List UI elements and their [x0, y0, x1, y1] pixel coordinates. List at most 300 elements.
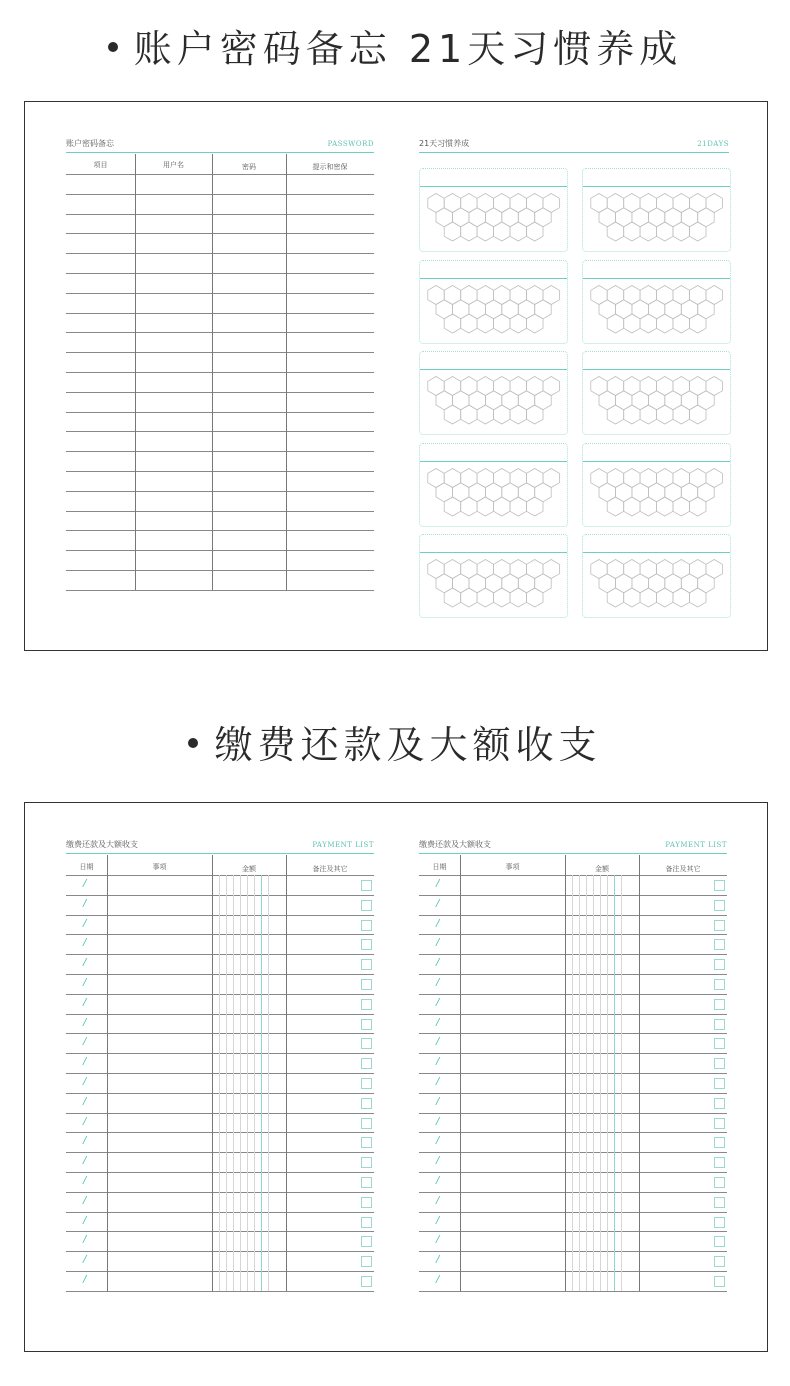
habit-day-hexagon[interactable] [535, 482, 552, 501]
hexagon-grid [420, 169, 567, 251]
checkbox[interactable] [714, 1118, 725, 1129]
table-rule [66, 1152, 374, 1153]
habit-day-hexagon[interactable] [657, 588, 673, 607]
date-slash: / [436, 1036, 440, 1048]
habit-day-hexagon[interactable] [444, 497, 461, 516]
table-rule [66, 1053, 374, 1054]
checkbox[interactable] [714, 920, 725, 931]
habit-day-hexagon[interactable] [453, 208, 469, 227]
column-divider [212, 154, 213, 590]
password-page [66, 138, 374, 613]
habit-day-hexagon[interactable] [453, 299, 469, 318]
checkbox[interactable] [714, 900, 725, 911]
date-slash: / [83, 1155, 87, 1167]
habit-day-hexagon[interactable] [518, 208, 534, 227]
checkbox[interactable] [714, 1157, 725, 1168]
checkbox[interactable] [714, 1197, 725, 1208]
habit-day-hexagon[interactable] [673, 588, 690, 607]
habit-day-hexagon[interactable] [673, 314, 690, 333]
table-rule [66, 875, 374, 876]
table-rule [419, 994, 727, 995]
date-slash: / [83, 1095, 87, 1107]
habit-day-hexagon[interactable] [698, 299, 715, 318]
habit-day-hexagon[interactable] [665, 482, 682, 501]
habit-day-hexagon[interactable] [673, 222, 690, 241]
column-header-amount: 金额 [242, 865, 256, 873]
date-slash: / [436, 977, 440, 988]
table-rule [419, 915, 727, 916]
checkbox[interactable] [714, 1078, 725, 1089]
habit-day-hexagon[interactable] [632, 208, 649, 227]
table-rule [419, 1172, 727, 1173]
checkbox[interactable] [714, 1236, 725, 1247]
table-rule [66, 332, 374, 333]
habit-day-hexagon[interactable] [510, 222, 527, 241]
habit-day-hexagon[interactable] [616, 482, 632, 501]
habit-day-hexagon[interactable] [657, 222, 673, 241]
date-slash: / [436, 1175, 440, 1186]
habit-day-hexagon[interactable] [527, 588, 544, 607]
date-slash: / [436, 878, 440, 889]
checkbox[interactable] [714, 1177, 725, 1188]
habit-day-hexagon[interactable] [681, 574, 697, 593]
table-rule [66, 194, 374, 195]
habit-day-hexagon[interactable] [535, 299, 552, 318]
column-divider [107, 855, 108, 1291]
habit-day-hexagon[interactable] [632, 574, 649, 593]
habit-day-hexagon[interactable] [436, 391, 453, 410]
habit-day-hexagon[interactable] [527, 497, 544, 516]
amount-digit-divider [607, 875, 608, 1291]
habit-card [582, 534, 731, 618]
date-slash: / [83, 996, 87, 1008]
habit-day-hexagon[interactable] [681, 482, 697, 501]
table-rule [66, 994, 374, 995]
checkbox[interactable] [714, 1137, 725, 1148]
habit-day-hexagon[interactable] [698, 574, 715, 593]
habit-day-hexagon[interactable] [502, 574, 519, 593]
habit-day-hexagon[interactable] [444, 314, 461, 333]
date-slash: / [83, 917, 87, 929]
habit-day-hexagon[interactable] [640, 588, 657, 607]
habit-day-hexagon[interactable] [648, 482, 664, 501]
table-rule [66, 392, 374, 393]
habit-day-hexagon[interactable] [673, 405, 690, 424]
table-rule [66, 954, 374, 955]
habit-day-hexagon[interactable] [632, 299, 649, 318]
date-slash: / [436, 917, 440, 929]
payment-page-title: 缴费还款及大额收支 [66, 840, 138, 849]
date-slash: / [83, 1234, 87, 1246]
habit-day-hexagon[interactable] [681, 208, 697, 227]
habit-day-hexagon[interactable] [518, 391, 534, 410]
checkbox[interactable] [714, 1276, 725, 1287]
checkbox[interactable] [361, 900, 372, 911]
section-title-text: 账户密码备忘 21天习惯养成 [133, 27, 683, 71]
habit-day-hexagon[interactable] [494, 222, 510, 241]
habit-day-hexagon[interactable] [527, 222, 544, 241]
column-header-notes: 备注及其它 [665, 865, 701, 873]
date-slash: / [436, 937, 440, 949]
checkbox[interactable] [714, 1019, 725, 1030]
password-page-header [66, 138, 374, 153]
column-header-hint: 提示和密保 [312, 163, 348, 171]
habit-card [582, 351, 731, 435]
habit-day-hexagon[interactable] [477, 497, 494, 516]
habit-day-hexagon[interactable] [469, 574, 486, 593]
hexagon-grid [583, 535, 730, 617]
table-rule [419, 895, 727, 896]
habit-day-hexagon[interactable] [469, 299, 486, 318]
hexagon-grid [420, 535, 567, 617]
checkbox[interactable] [361, 1058, 372, 1069]
column-header-matter: 事项 [152, 863, 167, 871]
habit-day-hexagon[interactable] [510, 497, 527, 516]
table-rule [66, 253, 374, 254]
bullet-dot-icon [108, 42, 118, 52]
habit-day-hexagon[interactable] [453, 482, 469, 501]
table-rule [419, 1132, 727, 1133]
table-rule [419, 1053, 727, 1054]
habit-day-hexagon[interactable] [648, 574, 664, 593]
table-rule [66, 372, 374, 373]
date-slash: / [83, 957, 87, 969]
habit-day-hexagon[interactable] [461, 314, 477, 333]
habit-day-hexagon[interactable] [616, 208, 632, 227]
habit-card [582, 443, 731, 527]
habit-day-hexagon[interactable] [665, 574, 682, 593]
amount-digit-divider [268, 875, 269, 1291]
habit-day-hexagon[interactable] [477, 405, 494, 424]
checkbox[interactable] [361, 979, 372, 990]
amount-digit-divider [572, 875, 573, 1291]
table-rule [419, 954, 727, 955]
habit-page-title: 21天习惯养成 [419, 139, 470, 148]
habit-day-hexagon[interactable] [616, 574, 632, 593]
habit-day-hexagon[interactable] [624, 497, 640, 516]
column-divider [286, 855, 287, 1291]
table-rule [66, 895, 374, 896]
habit-day-hexagon[interactable] [690, 588, 707, 607]
habit-day-hexagon[interactable] [665, 208, 682, 227]
checkbox[interactable] [361, 1137, 372, 1148]
habit-day-hexagon[interactable] [461, 405, 477, 424]
habit-day-hexagon[interactable] [698, 482, 715, 501]
amount-digit-divider [621, 875, 622, 1291]
date-slash: / [436, 1095, 440, 1107]
habit-day-hexagon[interactable] [510, 588, 527, 607]
habit-day-hexagon[interactable] [436, 482, 453, 501]
table-rule [419, 1212, 727, 1213]
checkbox[interactable] [361, 1236, 372, 1247]
checkbox[interactable] [714, 979, 725, 990]
habit-day-hexagon[interactable] [453, 574, 469, 593]
habit-day-hexagon[interactable] [477, 588, 494, 607]
checkbox[interactable] [361, 1118, 372, 1129]
table-rule [66, 1271, 374, 1272]
habit-day-hexagon[interactable] [673, 497, 690, 516]
table-rule [66, 293, 374, 294]
table-rule [66, 1172, 374, 1173]
habit-day-hexagon[interactable] [527, 405, 544, 424]
column-header-date: 日期 [79, 863, 94, 871]
hexagon-grid [420, 444, 567, 526]
amount-digit-divider [579, 875, 580, 1291]
habit-day-hexagon[interactable] [436, 574, 453, 593]
habit-day-hexagon[interactable] [640, 314, 657, 333]
checkbox[interactable] [361, 1197, 372, 1208]
checkbox[interactable] [714, 1217, 725, 1228]
habit-day-hexagon[interactable] [681, 299, 697, 318]
habit-day-hexagon[interactable] [616, 299, 632, 318]
column-divider [286, 154, 287, 590]
checkbox[interactable] [714, 1256, 725, 1267]
section-title-password-habit [0, 18, 790, 73]
checkbox[interactable] [361, 920, 372, 931]
habit-day-hexagon[interactable] [624, 405, 640, 424]
section-title-text: 缴费还款及大额收支 [214, 723, 602, 767]
habit-day-hexagon[interactable] [607, 405, 624, 424]
payment-page-title-en: PAYMENT LIST [312, 841, 374, 849]
habit-day-hexagon[interactable] [485, 299, 501, 318]
table-rule [66, 530, 374, 531]
habit-day-hexagon[interactable] [494, 588, 510, 607]
habit-day-hexagon[interactable] [690, 405, 707, 424]
table-rule [419, 1251, 727, 1252]
habit-day-hexagon[interactable] [624, 222, 640, 241]
amount-digit-divider [586, 875, 587, 1291]
habit-day-hexagon[interactable] [632, 391, 649, 410]
date-slash: / [83, 937, 87, 949]
habit-day-hexagon[interactable] [599, 482, 616, 501]
amount-digit-divider [240, 875, 241, 1291]
hexagon-grid [420, 352, 567, 434]
table-rule [66, 570, 374, 571]
habit-day-hexagon[interactable] [690, 497, 707, 516]
habit-day-hexagon[interactable] [469, 482, 486, 501]
date-slash: / [83, 1056, 87, 1068]
table-rule [66, 1113, 374, 1114]
habit-day-hexagon[interactable] [640, 497, 657, 516]
table-rule [66, 1014, 374, 1015]
habit-day-hexagon[interactable] [599, 391, 616, 410]
table-rule [66, 974, 374, 975]
column-divider [565, 855, 566, 1291]
password-page-title-en: PASSWORD [327, 140, 374, 148]
checkbox[interactable] [714, 880, 725, 891]
table-rule [419, 1291, 727, 1292]
date-slash: / [436, 1254, 440, 1266]
checkbox[interactable] [361, 939, 372, 950]
amount-digit-divider [233, 875, 234, 1291]
habit-day-hexagon[interactable] [616, 391, 632, 410]
date-slash: / [436, 957, 440, 969]
payment-page-header [66, 839, 374, 854]
habit-day-hexagon[interactable] [494, 497, 510, 516]
payment-page-header [419, 839, 727, 854]
table-rule [66, 491, 374, 492]
habit-day-hexagon[interactable] [535, 574, 552, 593]
habit-day-hexagon[interactable] [510, 405, 527, 424]
checkbox[interactable] [361, 1217, 372, 1228]
habit-day-hexagon[interactable] [453, 391, 469, 410]
habit-day-hexagon[interactable] [485, 574, 501, 593]
table-rule [66, 273, 374, 274]
table-rule [66, 1073, 374, 1074]
checkbox[interactable] [361, 1098, 372, 1109]
checkbox[interactable] [361, 1078, 372, 1089]
habit-day-hexagon[interactable] [527, 314, 544, 333]
habit-day-hexagon[interactable] [607, 497, 624, 516]
habit-day-hexagon[interactable] [681, 391, 697, 410]
table-rule [66, 471, 374, 472]
table-rule [66, 233, 374, 234]
table-rule [66, 451, 374, 452]
habit-day-hexagon[interactable] [648, 299, 664, 318]
checkbox[interactable] [361, 1177, 372, 1188]
table-rule [419, 1231, 727, 1232]
habit-card [419, 534, 568, 618]
amount-digit-divider [247, 875, 248, 1291]
amount-digit-divider [254, 875, 255, 1291]
habit-day-hexagon[interactable] [518, 574, 534, 593]
table-rule [419, 1033, 727, 1034]
habit-day-hexagon[interactable] [461, 497, 477, 516]
date-slash: / [83, 1115, 87, 1127]
checkbox[interactable] [361, 959, 372, 970]
habit-day-hexagon[interactable] [510, 314, 527, 333]
habit-day-hexagon[interactable] [494, 405, 510, 424]
amount-digit-divider [226, 875, 227, 1291]
habit-day-hexagon[interactable] [657, 405, 673, 424]
habit-day-hexagon[interactable] [469, 208, 486, 227]
checkbox[interactable] [714, 1058, 725, 1069]
table-rule [66, 214, 374, 215]
hexagon-grid [583, 444, 730, 526]
table-rule [66, 511, 374, 512]
section-title-payment [0, 714, 790, 769]
habit-day-hexagon[interactable] [648, 208, 664, 227]
habit-day-hexagon[interactable] [518, 299, 534, 318]
date-slash: / [436, 897, 440, 909]
habit-day-hexagon[interactable] [657, 314, 673, 333]
amount-digit-divider [614, 875, 615, 1291]
habit-day-hexagon[interactable] [518, 482, 534, 501]
table-rule [66, 1132, 374, 1133]
habit-day-hexagon[interactable] [469, 391, 486, 410]
hexagon-grid [583, 352, 730, 434]
checkbox[interactable] [361, 1038, 372, 1049]
habit-day-hexagon[interactable] [436, 208, 453, 227]
habit-day-hexagon[interactable] [535, 208, 552, 227]
habit-day-hexagon[interactable] [690, 222, 707, 241]
checkbox[interactable] [361, 1019, 372, 1030]
habit-day-hexagon[interactable] [640, 405, 657, 424]
table-rule [66, 352, 374, 353]
habit-day-hexagon[interactable] [599, 208, 616, 227]
habit-day-hexagon[interactable] [599, 574, 616, 593]
habit-day-hexagon[interactable] [698, 391, 715, 410]
habit-card [582, 168, 731, 252]
habit-day-hexagon[interactable] [632, 482, 649, 501]
habit-day-hexagon[interactable] [624, 314, 640, 333]
habit-day-hexagon[interactable] [444, 588, 461, 607]
checkbox[interactable] [361, 1276, 372, 1287]
checkbox[interactable] [714, 939, 725, 950]
habit-day-hexagon[interactable] [485, 391, 501, 410]
checkbox[interactable] [361, 999, 372, 1010]
table-rule [66, 431, 374, 432]
date-slash: / [436, 1214, 440, 1226]
date-slash: / [436, 1135, 440, 1147]
habit-day-hexagon[interactable] [690, 314, 707, 333]
checkbox[interactable] [714, 999, 725, 1010]
date-slash: / [436, 1115, 440, 1127]
habit-day-hexagon[interactable] [477, 222, 494, 241]
habit-day-hexagon[interactable] [607, 314, 624, 333]
habit-day-hexagon[interactable] [648, 391, 664, 410]
habit-day-hexagon[interactable] [444, 405, 461, 424]
habit-day-hexagon[interactable] [624, 588, 640, 607]
habit-day-hexagon[interactable] [485, 208, 501, 227]
table-rule [66, 1231, 374, 1232]
column-header-date: 日期 [432, 863, 447, 871]
habit-day-hexagon[interactable] [502, 391, 519, 410]
habit-day-hexagon[interactable] [535, 391, 552, 410]
date-slash: / [83, 1274, 87, 1285]
habit-card [419, 443, 568, 527]
habit-day-hexagon[interactable] [461, 222, 477, 241]
habit-day-hexagon[interactable] [502, 482, 519, 501]
habit-day-hexagon[interactable] [665, 391, 682, 410]
column-divider [212, 855, 213, 1291]
habit-card [419, 351, 568, 435]
habit-day-hexagon[interactable] [502, 208, 519, 227]
date-slash: / [83, 1254, 87, 1266]
habit-day-hexagon[interactable] [698, 208, 715, 227]
date-slash: / [436, 996, 440, 1008]
habit-day-hexagon[interactable] [502, 299, 519, 318]
checkbox[interactable] [714, 1098, 725, 1109]
habit-day-hexagon[interactable] [444, 222, 461, 241]
habit-day-hexagon[interactable] [494, 314, 510, 333]
habit-day-hexagon[interactable] [485, 482, 501, 501]
payment-spread [24, 802, 768, 1352]
habit-day-hexagon[interactable] [640, 222, 657, 241]
habit-day-hexagon[interactable] [436, 299, 453, 318]
hexagon-grid [420, 261, 567, 343]
date-slash: / [436, 1274, 440, 1285]
checkbox[interactable] [361, 1157, 372, 1168]
date-slash: / [83, 1036, 87, 1048]
checkbox[interactable] [361, 1256, 372, 1267]
date-slash: / [436, 1194, 440, 1206]
table-rule [419, 974, 727, 975]
habit-day-hexagon[interactable] [599, 299, 616, 318]
habit-day-hexagon[interactable] [607, 222, 624, 241]
habit-day-hexagon[interactable] [665, 299, 682, 318]
habit-day-hexagon[interactable] [657, 497, 673, 516]
date-slash: / [83, 1135, 87, 1147]
checkbox[interactable] [714, 959, 725, 970]
date-slash: / [83, 1214, 87, 1226]
table-rule [66, 934, 374, 935]
habit-day-hexagon[interactable] [607, 588, 624, 607]
checkbox[interactable] [361, 880, 372, 891]
habit-day-hexagon[interactable] [477, 314, 494, 333]
habit-day-hexagon[interactable] [461, 588, 477, 607]
checkbox[interactable] [714, 1038, 725, 1049]
